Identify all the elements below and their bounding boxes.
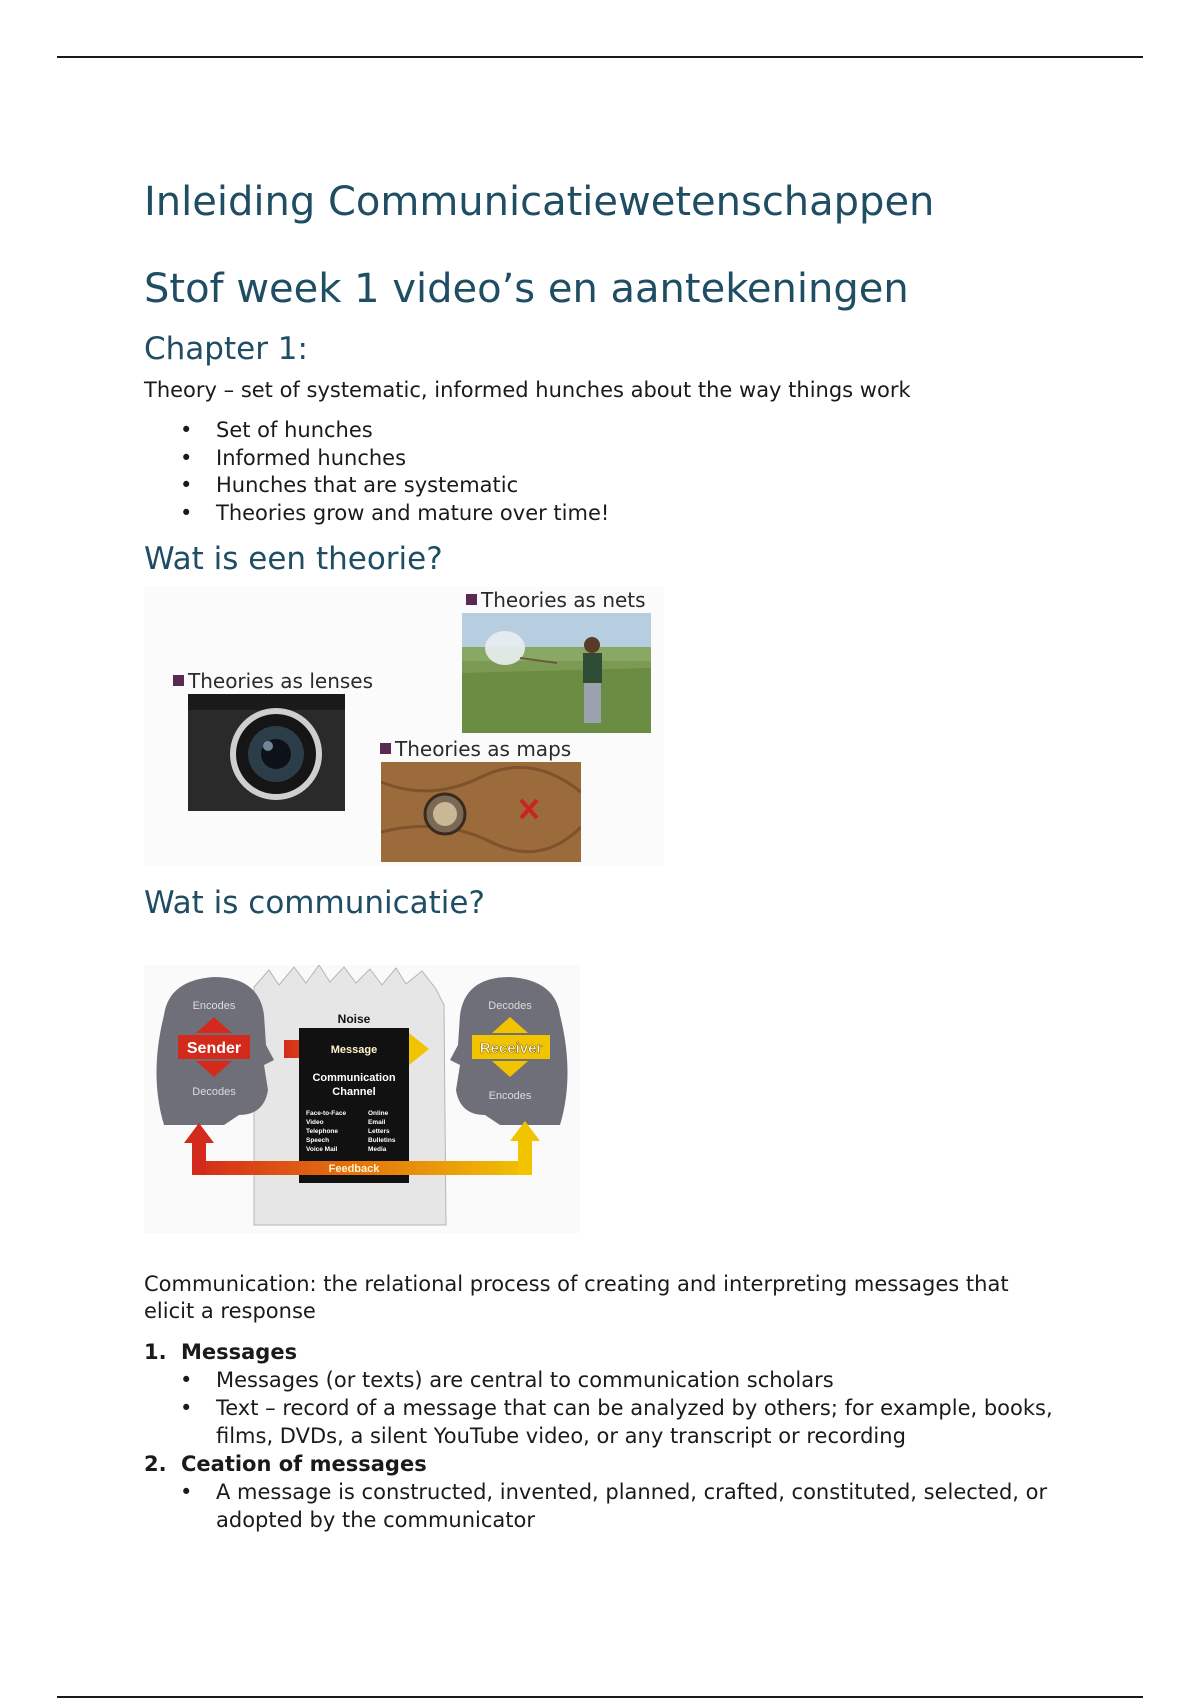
sender-decodes-label: Decodes [192, 1086, 236, 1098]
channel-item: Online [368, 1110, 389, 1117]
channel-item: Letters [368, 1128, 390, 1135]
list-item: • Messages (or texts) are central to communication scholars [144, 1366, 1064, 1394]
list-item: • Theories grow and mature over time! [144, 500, 1064, 528]
list-item [144, 1338, 1064, 1450]
sub-bullet-list [144, 1366, 1064, 1450]
list-item: • A message is constructed, invented, planned, crafted, constituted, selected, or adopted by the communicator [144, 1478, 1064, 1534]
sender-encodes-label: Encodes [192, 1000, 236, 1012]
bullet-square-icon [380, 743, 391, 754]
channel-item: Telephone [306, 1128, 339, 1135]
nets-caption: Theories as nets [466, 588, 646, 612]
maps-photo [381, 762, 581, 862]
channel-item: Face-to-Face [306, 1110, 347, 1117]
communication-model-figure [144, 965, 580, 1233]
list-item [144, 1450, 1064, 1534]
lenses-photo [188, 694, 345, 811]
sub-bullet-list [144, 1478, 1064, 1534]
list-heading: Messages [181, 1340, 298, 1364]
theory-definition: Theory – set of systematic, informed hunches about the way things work [144, 378, 911, 402]
list-item: • Informed hunches [144, 445, 1064, 473]
bottom-rule [57, 1696, 1143, 1698]
channel-item: Bulletins [368, 1137, 396, 1144]
bullet-square-icon [466, 594, 477, 605]
list-item: • Text – record of a message that can be analyzed by others; for example, books, films, DVDs, a silent YouTube video, or any transcript or recording [144, 1394, 1064, 1450]
theory-metaphors-figure [144, 587, 664, 867]
theory-bullet-list [144, 417, 1064, 527]
numbered-list [144, 1338, 1064, 1534]
channel-item: Media [368, 1146, 387, 1153]
section-heading-communication: Wat is communicatie? [144, 885, 485, 921]
list-number: 2. [144, 1452, 167, 1476]
list-item: • Set of hunches [144, 417, 1064, 445]
receiver-decodes-label: Decodes [488, 1000, 532, 1012]
channel-item: Speech [306, 1137, 330, 1144]
channel-title-line2: Channel [332, 1086, 376, 1098]
bullet-square-icon [173, 675, 184, 686]
document-title: Inleiding Communicatiewetenschappen [144, 179, 935, 225]
feedback-label: Feedback [328, 1163, 380, 1175]
document-body [144, 172, 1064, 1534]
sender-label: Sender [186, 1040, 242, 1057]
list-item: • Hunches that are systematic [144, 472, 1064, 500]
receiver-label: Receiver [479, 1040, 543, 1057]
document-subtitle: Stof week 1 video’s en aantekeningen [144, 266, 909, 312]
channel-item: Video [306, 1119, 324, 1126]
top-rule [57, 56, 1143, 58]
noise-label: Noise [337, 1012, 371, 1026]
lenses-caption: Theories as lenses [173, 669, 373, 693]
receiver-encodes-label: Encodes [488, 1090, 532, 1102]
maps-caption: Theories as maps [380, 737, 571, 761]
nets-photo [462, 613, 651, 733]
channel-item: Email [368, 1119, 386, 1126]
list-heading: Ceation of messages [181, 1452, 427, 1476]
communication-definition: Communication: the relational process of creating and interpreting messages that elicit a response [144, 1272, 1009, 1323]
channel-item: Voice Mail [306, 1146, 338, 1153]
message-label: Message [330, 1044, 378, 1056]
list-number: 1. [144, 1340, 167, 1364]
channel-title-line1: Communication [312, 1072, 396, 1084]
section-heading-theory: Wat is een theorie? [144, 541, 443, 577]
chapter-heading: Chapter 1: [144, 331, 308, 367]
